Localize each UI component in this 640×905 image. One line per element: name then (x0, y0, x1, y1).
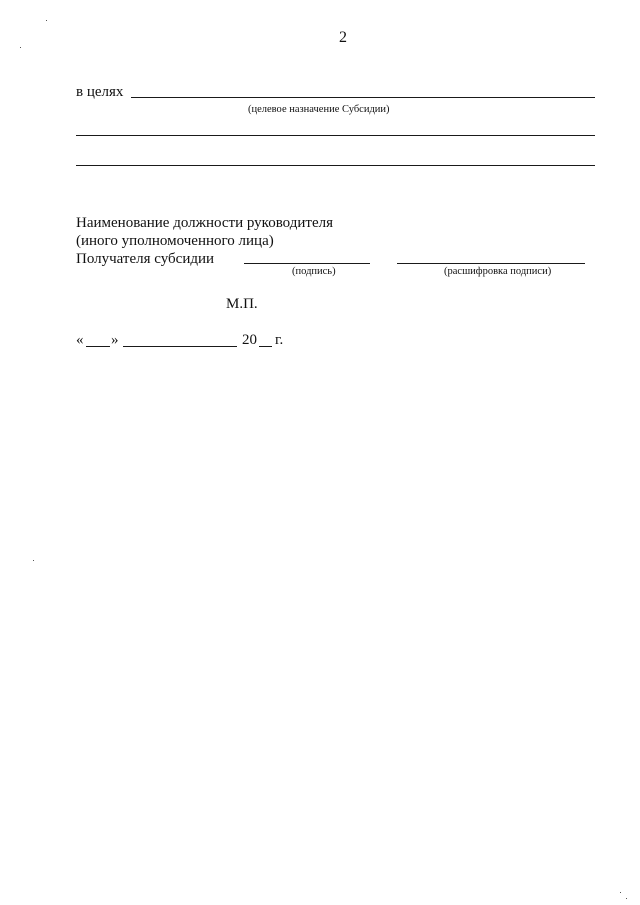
signature-caption: (подпись) (292, 266, 336, 277)
scan-speck (46, 20, 47, 21)
signature-line (244, 263, 370, 264)
page-number: 2 (339, 29, 347, 46)
purpose-label: в целях (76, 84, 124, 100)
date-year-suffix: г. (275, 332, 284, 348)
scan-speck (33, 560, 34, 561)
date-close-quote: » (111, 332, 119, 348)
date-year-prefix: 20 (242, 332, 257, 348)
scan-speck (620, 892, 621, 893)
purpose-caption: (целевое назначение Субсидии) (248, 104, 390, 115)
date-day-line (86, 346, 110, 347)
date-open-quote: « (76, 332, 84, 348)
date-month-line (123, 346, 237, 347)
signatory-position-line-1: Наименование должности руководителя (76, 215, 334, 231)
purpose-continuation-line-2 (76, 165, 595, 166)
purpose-fill-line (131, 97, 595, 98)
signatory-position-line-3: Получателя субсидии (76, 251, 215, 267)
scan-speck (626, 898, 627, 899)
scan-speck (20, 47, 21, 48)
seal-place-label: М.П. (226, 296, 258, 312)
signatory-position-line-2: (иного уполномоченного лица) (76, 233, 274, 249)
date-year-line (259, 346, 272, 347)
purpose-continuation-line-1 (76, 135, 595, 136)
signature-decryption-caption: (расшифровка подписи) (444, 266, 552, 277)
signature-decryption-line (397, 263, 585, 264)
